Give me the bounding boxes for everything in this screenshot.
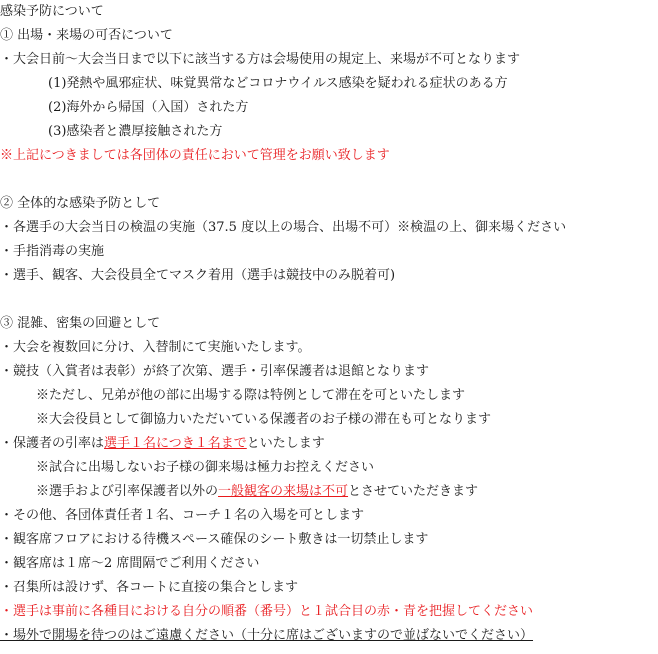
- section1-item-3: (3)感染者と濃厚接触された方: [48, 124, 223, 139]
- section2-heading: ② 全体的な感染予防として: [0, 196, 161, 211]
- line-3-sub-2-emphasis: 一般観客の来場は不可: [218, 484, 349, 499]
- section3-line-8: ・選手は事前に各種目における自分の順番（番号）と１試合目の赤・青を把握してください: [0, 604, 534, 619]
- line-3-suffix: といたします: [246, 436, 325, 451]
- section3-line-5: ・観客席フロアにおける待機スペース確保のシート敷きは一切禁止します: [0, 532, 429, 547]
- section3-line-9: ・場外で開場を待つのはご遠慮ください（十分に席はございますので並ばないでください）: [0, 628, 534, 643]
- line-3-sub-2-prefix: ※選手および引率保護者以外の: [36, 484, 219, 499]
- section1-item-2: (2)海外から帰国（入国）された方: [48, 100, 249, 115]
- section1-intro: ・大会日前～大会当日まで以下に該当する方は会場使用の規定上、来場が不可となります: [0, 52, 521, 67]
- section1-note: ※上記につきましては各団体の責任において管理をお願い致します: [0, 148, 390, 163]
- section3-line-3-sub-2: [36, 482, 478, 502]
- section3-line-6: ・観客席は１席～2 席間隔でご利用ください: [0, 556, 260, 571]
- line-3-prefix: ・保護者の引率は: [0, 436, 105, 451]
- section2-item-3: ・選手、観客、大会役員全てマスク着用（選手は競技中のみ脱着可): [0, 268, 396, 283]
- section3-line-3: [0, 434, 325, 454]
- section3-line-3-sub-1: ※試合に出場しないお子様の御来場は極力お控えください: [36, 460, 375, 475]
- section1-heading: ① 出場・来場の可否について: [0, 28, 173, 43]
- section1-item-1: (1)発熱や風邪症状、味覚異常などコロナウイルス感染を疑われる症状のある方: [48, 76, 508, 91]
- section3-line-4: ・その他、各団体責任者１名、コーチ１名の入場を可とします: [0, 508, 365, 523]
- section3-line-1: ・大会を複数回に分け、入替制にて実施いたします。: [0, 340, 311, 355]
- section3-heading: ③ 混雑、密集の回避として: [0, 316, 161, 331]
- section2-item-1: ・各選手の大会当日の検温の実施（37.5 度以上の場合、出場不可）※検温の上、御来場ください: [0, 220, 567, 235]
- section2-item-2: ・手指消毒の実施: [0, 244, 105, 259]
- section3-line-2-sub-2: ※大会役員として御協力いただいている保護者のお子様の滞在も可となります: [36, 412, 492, 427]
- section3-line-2-sub-1: ※ただし、兄弟が他の部に出場する際は特例として滞在を可といたします: [36, 388, 466, 403]
- line-3-sub-2-suffix: とさせていただきます: [348, 484, 479, 499]
- page-title: 感染予防について: [0, 4, 104, 19]
- line-3-emphasis: 選手１名につき１名まで: [104, 436, 247, 451]
- section3-line-2: ・競技（入賞者は表彰）が終了次第、選手・引率保護者は退館となります: [0, 364, 430, 379]
- section3-line-7: ・召集所は設けず、各コートに直接の集合とします: [0, 580, 298, 595]
